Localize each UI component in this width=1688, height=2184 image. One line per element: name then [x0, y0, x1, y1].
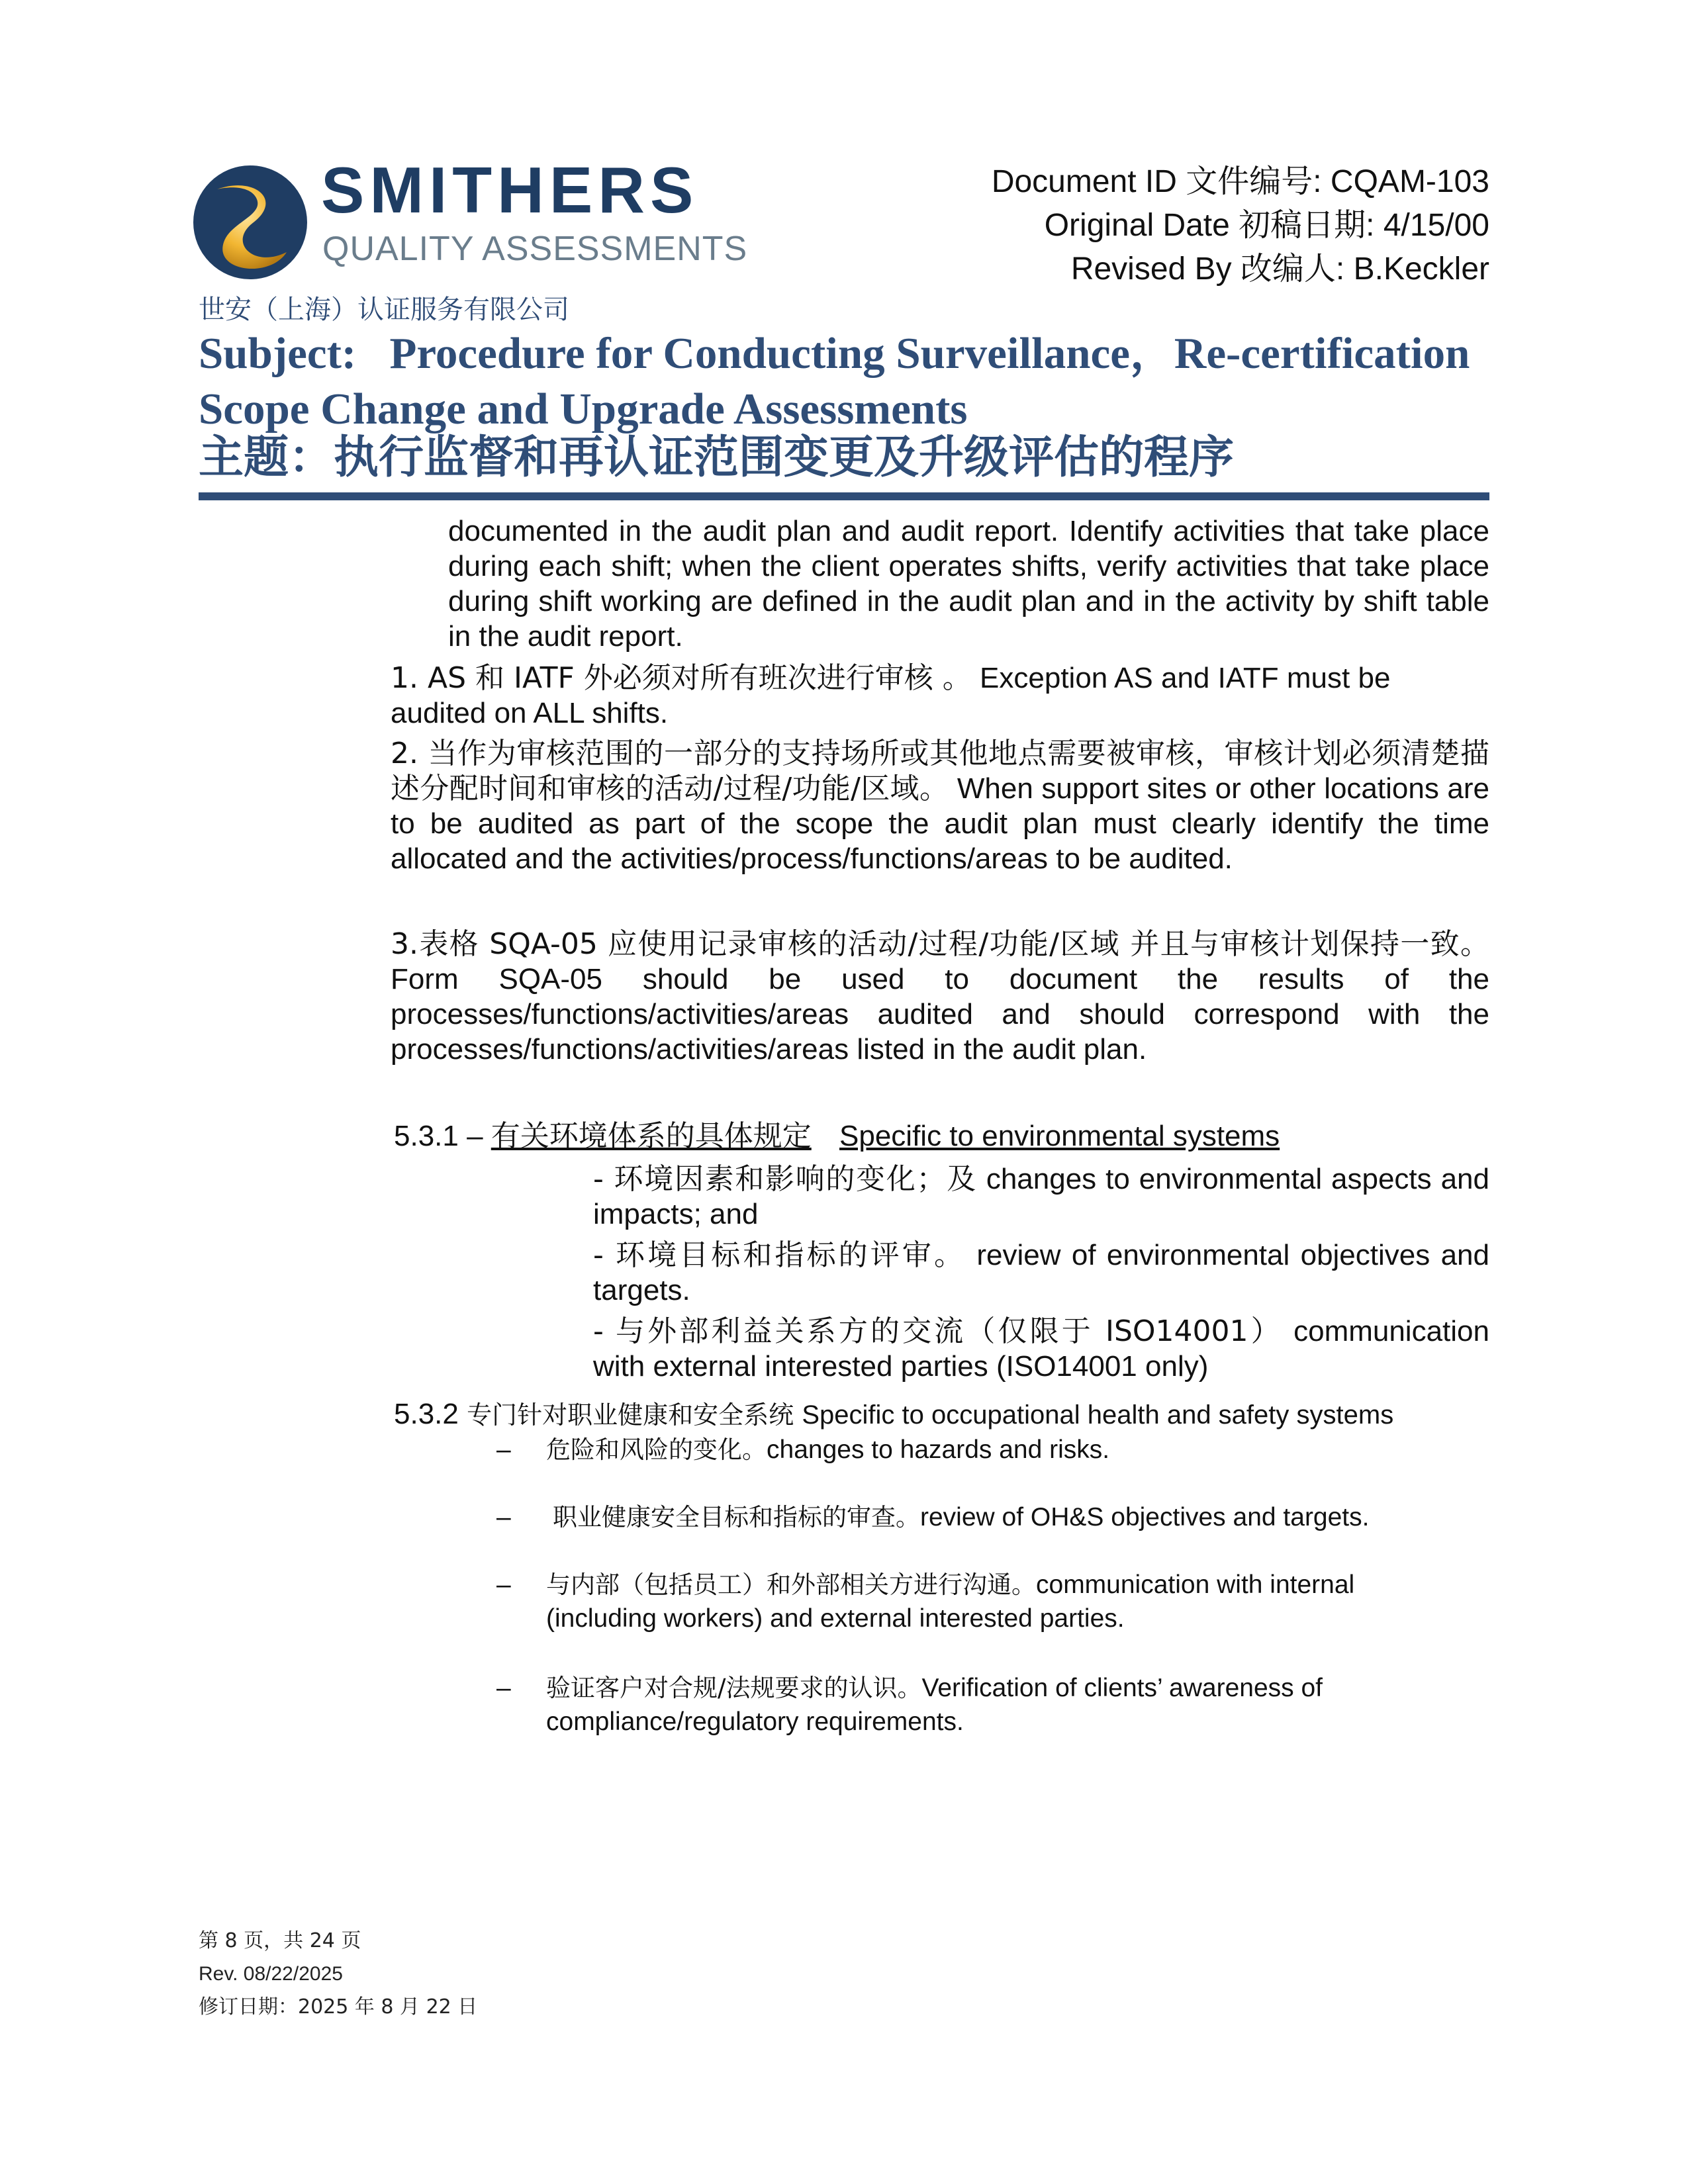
- item-cn: - 环境因素和影响的变化；及: [593, 1162, 977, 1196]
- list-item-2-cn: 2. 当作为审核范围的一部分的支持场所或其他地点需要被审核，审核计划必须清楚描述分配时间和审核的活动/过程/功能/区域。: [391, 737, 1489, 805]
- item-en: review of environmental objectives and targets.: [593, 1239, 1489, 1306]
- item-cn: - 环境目标和指标的评审。: [593, 1238, 966, 1272]
- subject-title: [199, 326, 1496, 437]
- revision-date-cn: 修订日期：2025 年 8 月 22 日: [199, 1995, 478, 2019]
- list-item-3: [391, 927, 1489, 1067]
- item-en: Verification of clients’ awareness of compliance/regulatory requirements.: [546, 1674, 1323, 1736]
- section-5-3-1-title-en: Specific to environmental systems: [839, 1120, 1280, 1152]
- page-number: 第 8 页，共 24 页: [199, 1929, 361, 1952]
- logo-wordmark: SMITHERS: [321, 154, 699, 226]
- item-en: communication with internal (including workers) and external interested parties.: [546, 1570, 1355, 1633]
- page-footer: [199, 1925, 477, 2024]
- section-5-3-2-number: 5.3.2: [394, 1398, 459, 1430]
- list-item-2: [391, 736, 1489, 876]
- item-en: changes to environmental aspects and impacts; and: [593, 1163, 1489, 1230]
- section-5-3-1-item: [593, 1314, 1489, 1384]
- list-item-1-cn: 1. AS 和 IATF 外必须对所有班次进行审核 。: [391, 661, 972, 695]
- revised-by: Revised By 改编人: B.Keckler: [1070, 251, 1489, 287]
- item-en: review of OH&S objectives and targets.: [920, 1503, 1370, 1531]
- list-item: [496, 1500, 1489, 1534]
- section-5-3-2-title-en: Specific to occupational health and safety systems: [802, 1400, 1394, 1430]
- list-item-3-cn: 3.表格 SQA-05 应使用记录审核的活动/过程/功能/区域 并且与审核计划保持一致。: [391, 927, 1489, 961]
- dash-bullet: –: [496, 1570, 511, 1599]
- list-item-3-en: Form SQA-05 should be used to document the results of the processes/functions/activities/areas audited and should correspond with the processes/functions/activities/areas listed in the audit plan.: [391, 963, 1489, 1066]
- intro-paragraph: documented in the audit plan and audit report. Identify activities that take place during each shift; when the client operates shifts, verify activities that take place during shift working are defined in the audit plan and in the activity by shift table in the audit report.: [448, 515, 1489, 653]
- section-5-3-1-title-cn: 有关环境体系的具体规定: [491, 1119, 812, 1153]
- document-info: [992, 160, 1489, 291]
- item-en: communication with external interested parties (ISO14001 only): [593, 1315, 1489, 1383]
- list-item: [496, 1671, 1436, 1739]
- item-cn: 职业健康安全目标和指标的审查。: [553, 1503, 920, 1531]
- company-name-cn: 世安（上海）认证服务有限公司: [199, 295, 569, 325]
- logo-subtitle: QUALITY ASSESSMENTS: [322, 230, 748, 268]
- revision-label: Rev. 08/22/2025: [199, 1963, 343, 1985]
- list-item: [496, 1433, 1489, 1467]
- document-id: Document ID 文件编号: CQAM-103: [991, 164, 1489, 199]
- list-item-2-en: When support sites or other locations are to be audited as part of the scope the audit plan must clearly identify the time allocated and the activities/process/functions/areas to be audited.: [391, 772, 1489, 875]
- item-cn: 危险和风险的变化。: [546, 1435, 767, 1464]
- list-item-1-en: Exception AS and IATF must be audited on ALL shifts.: [391, 662, 1391, 729]
- section-5-3-1-item: [593, 1161, 1489, 1232]
- subject-line-2: Scope Change and Upgrade Assessments: [199, 385, 968, 433]
- dash-bullet: –: [496, 1435, 511, 1464]
- list-item: [496, 1568, 1450, 1635]
- subject-line-1: Subject: Procedure for Conducting Surveillance，Re-certification: [199, 329, 1470, 378]
- subject-title-cn: 主题：执行监督和再认证范围变更及升级评估的程序: [199, 432, 1235, 484]
- item-cn: 验证客户对合规/法规要求的认识。: [546, 1674, 922, 1702]
- dash-bullet: –: [496, 1503, 511, 1531]
- section-5-3-1-heading: [394, 1118, 1493, 1154]
- header-divider: [199, 492, 1489, 500]
- section-5-3-2-heading: [394, 1396, 1519, 1433]
- smithers-logo-mark: [191, 163, 310, 282]
- section-5-3-1-item: [593, 1238, 1489, 1308]
- list-item-1: [391, 660, 1489, 731]
- item-en: changes to hazards and risks.: [767, 1435, 1110, 1464]
- section-5-3-2-title-cn: 专门针对职业健康和安全系统: [467, 1400, 794, 1430]
- item-cn: - 与外部利益关系方的交流（仅限于 ISO14001）: [593, 1314, 1283, 1348]
- original-date: Original Date 初稿日期: 4/15/00: [1044, 208, 1489, 243]
- item-cn: 与内部（包括员工）和外部相关方进行沟通。: [546, 1570, 1036, 1599]
- section-5-3-1-number: 5.3.1 –: [394, 1120, 491, 1152]
- dash-bullet: –: [496, 1674, 511, 1702]
